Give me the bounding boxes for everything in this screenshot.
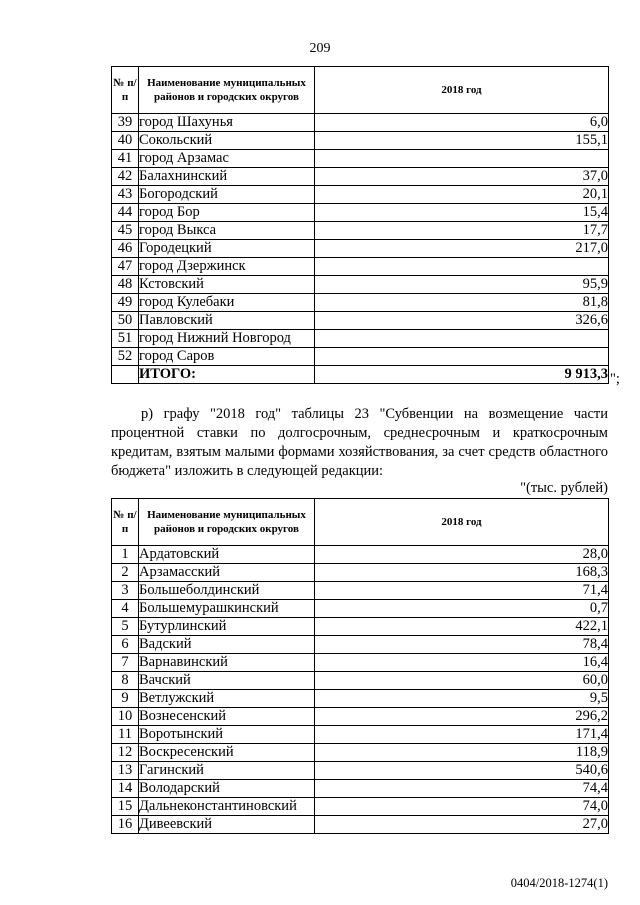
row-number: 14 — [112, 780, 139, 798]
row-value: 217,0 — [315, 240, 609, 258]
district-name: Ардатовский — [139, 546, 315, 564]
row-value: 155,1 — [315, 132, 609, 150]
row-value: 15,4 — [315, 204, 609, 222]
header-name: Наименование муниципальных районов и городских округов — [139, 499, 315, 546]
district-name: Ветлужский — [139, 690, 315, 708]
total-number-cell — [112, 366, 139, 384]
row-value — [315, 150, 609, 168]
table-row — [112, 204, 609, 222]
row-value: 20,1 — [315, 186, 609, 204]
subsidy-table-continued — [111, 66, 609, 384]
table-row — [112, 798, 609, 816]
district-name: Бутурлинский — [139, 618, 315, 636]
header-year: 2018 год — [315, 67, 609, 114]
table-row — [112, 618, 609, 636]
row-number: 46 — [112, 240, 139, 258]
row-number: 52 — [112, 348, 139, 366]
row-number: 5 — [112, 618, 139, 636]
table-row — [112, 672, 609, 690]
district-name: Балахнинский — [139, 168, 315, 186]
header-year: 2018 год — [315, 499, 609, 546]
table-row — [112, 168, 609, 186]
table-row — [112, 654, 609, 672]
paragraph-text: р) графу "2018 год" таблицы 23 "Субвенции на возмещение части процентной ставки по долгосрочным, среднесрочным и краткосрочным кредитам, взятым малыми формами хозяйствования, за счет средств областного бюджета" изложить в следующей редакции: — [111, 406, 608, 479]
table-row — [112, 816, 609, 834]
row-value: 17,7 — [315, 222, 609, 240]
district-name: город Арзамас — [139, 150, 315, 168]
row-number: 40 — [112, 132, 139, 150]
table-row — [112, 762, 609, 780]
district-name: Варнавинский — [139, 654, 315, 672]
row-value: 71,4 — [315, 582, 609, 600]
district-name: Вознесенский — [139, 708, 315, 726]
row-value: 78,4 — [315, 636, 609, 654]
table-row — [112, 330, 609, 348]
row-value — [315, 258, 609, 276]
district-name: Павловский — [139, 312, 315, 330]
row-value: 296,2 — [315, 708, 609, 726]
row-number: 16 — [112, 816, 139, 834]
table-row — [112, 312, 609, 330]
district-name: Володарский — [139, 780, 315, 798]
table-row — [112, 276, 609, 294]
table-row — [112, 150, 609, 168]
row-number: 15 — [112, 798, 139, 816]
row-number: 43 — [112, 186, 139, 204]
row-value: 74,4 — [315, 780, 609, 798]
row-value: 168,3 — [315, 564, 609, 582]
row-value: 60,0 — [315, 672, 609, 690]
row-value: 9,5 — [315, 690, 609, 708]
units-label: "(тыс. рублей) — [520, 480, 608, 496]
row-number: 9 — [112, 690, 139, 708]
district-name: город Шахунья — [139, 114, 315, 132]
district-name: город Кулебаки — [139, 294, 315, 312]
row-value: 74,0 — [315, 798, 609, 816]
row-number: 11 — [112, 726, 139, 744]
row-number: 45 — [112, 222, 139, 240]
header-number: № п/п — [112, 67, 139, 114]
row-value: 540,6 — [315, 762, 609, 780]
table-row — [112, 708, 609, 726]
table-row — [112, 636, 609, 654]
district-name: Кстовский — [139, 276, 315, 294]
document-code: 0404/2018-1274(1) — [510, 876, 608, 890]
table-row — [112, 222, 609, 240]
row-number: 51 — [112, 330, 139, 348]
district-name: Большеболдинский — [139, 582, 315, 600]
total-label: ИТОГО: — [139, 366, 315, 384]
row-value: 27,0 — [315, 816, 609, 834]
row-number: 48 — [112, 276, 139, 294]
row-number: 2 — [112, 564, 139, 582]
row-number: 4 — [112, 600, 139, 618]
row-number: 44 — [112, 204, 139, 222]
district-name: Воротынский — [139, 726, 315, 744]
row-number: 47 — [112, 258, 139, 276]
table-row — [112, 546, 609, 564]
row-number: 50 — [112, 312, 139, 330]
district-name: Воскресенский — [139, 744, 315, 762]
row-value: 37,0 — [315, 168, 609, 186]
table-row — [112, 582, 609, 600]
closing-quote: "; — [610, 371, 620, 387]
row-number: 8 — [112, 672, 139, 690]
total-value: 9 913,3 — [315, 366, 609, 384]
district-name: Дальнеконстантиновский — [139, 798, 315, 816]
table-row — [112, 564, 609, 582]
district-name: город Нижний Новгород — [139, 330, 315, 348]
row-number: 12 — [112, 744, 139, 762]
amendment-paragraph — [111, 405, 608, 481]
row-value: 171,4 — [315, 726, 609, 744]
district-name: Вадский — [139, 636, 315, 654]
table-row — [112, 348, 609, 366]
row-number: 3 — [112, 582, 139, 600]
page-number: 209 — [309, 41, 331, 56]
district-name: город Саров — [139, 348, 315, 366]
table-row — [112, 240, 609, 258]
table-row — [112, 132, 609, 150]
header-name: Наименование муниципальных районов и городских округов — [139, 67, 315, 114]
table-row — [112, 780, 609, 798]
row-value: 28,0 — [315, 546, 609, 564]
table-row — [112, 726, 609, 744]
row-value — [315, 330, 609, 348]
table-row — [112, 186, 609, 204]
row-number: 1 — [112, 546, 139, 564]
row-value: 81,8 — [315, 294, 609, 312]
table-row — [112, 294, 609, 312]
row-number: 42 — [112, 168, 139, 186]
district-name: Сокольский — [139, 132, 315, 150]
header-number: № п/п — [112, 499, 139, 546]
subsidy-table-23 — [111, 498, 609, 834]
table-row — [112, 744, 609, 762]
district-name: город Дзержинск — [139, 258, 315, 276]
row-number: 13 — [112, 762, 139, 780]
row-value: 326,6 — [315, 312, 609, 330]
row-number: 41 — [112, 150, 139, 168]
row-value: 118,9 — [315, 744, 609, 762]
district-name: Вачский — [139, 672, 315, 690]
row-value: 6,0 — [315, 114, 609, 132]
district-name: Арзамасский — [139, 564, 315, 582]
table-header-row — [112, 67, 609, 114]
district-name: Богородский — [139, 186, 315, 204]
table-row — [112, 600, 609, 618]
row-value: 16,4 — [315, 654, 609, 672]
row-value: 422,1 — [315, 618, 609, 636]
table-row — [112, 690, 609, 708]
district-name: Городецкий — [139, 240, 315, 258]
table-row — [112, 258, 609, 276]
row-value: 0,7 — [315, 600, 609, 618]
row-number: 49 — [112, 294, 139, 312]
row-value: 95,9 — [315, 276, 609, 294]
district-name: Гагинский — [139, 762, 315, 780]
district-name: город Выкса — [139, 222, 315, 240]
table-row — [112, 114, 609, 132]
row-number: 10 — [112, 708, 139, 726]
district-name: Дивеевский — [139, 816, 315, 834]
table-header-row — [112, 499, 609, 546]
row-number: 39 — [112, 114, 139, 132]
row-number: 6 — [112, 636, 139, 654]
district-name: город Бор — [139, 204, 315, 222]
row-number: 7 — [112, 654, 139, 672]
row-value — [315, 348, 609, 366]
district-name: Большемурашкинский — [139, 600, 315, 618]
total-row — [112, 366, 609, 384]
